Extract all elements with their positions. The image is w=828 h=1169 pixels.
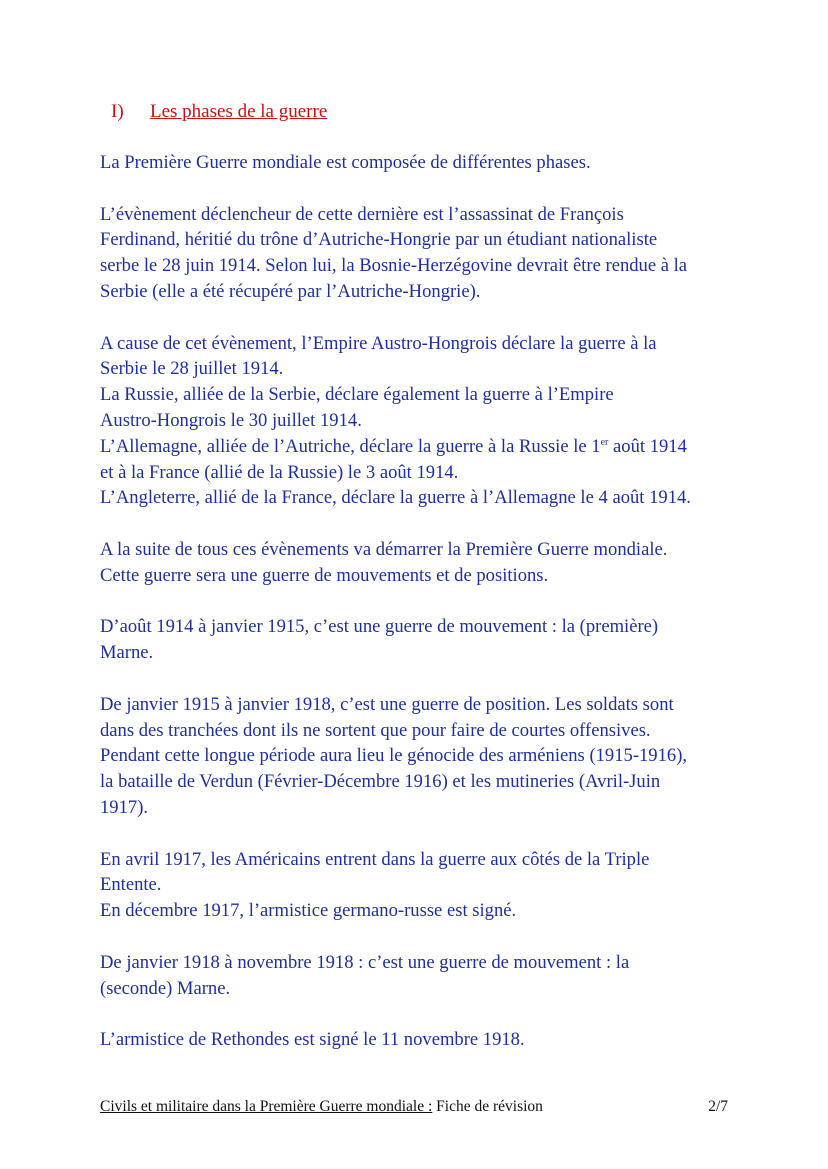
paragraph-1917 (100, 847, 740, 924)
footer-course-title: Civils et militaire dans la Première Guerre mondiale : (100, 1098, 433, 1115)
text-line: Cette guerre sera une guerre de mouvements et de positions. (100, 564, 549, 586)
paragraph-declarations (100, 331, 740, 512)
text-line: serbe le 28 juin 1914. Selon lui, la Bosnie-Herzégovine devrait être rendue à la (100, 255, 688, 277)
text-line: D’août 1914 à janvier 1915, c’est une guerre de mouvement : la (première) (100, 616, 659, 638)
text-line: L’évènement déclencheur de cette dernière est l’assassinat de François (100, 203, 624, 225)
text-line: la bataille de Verdun (Février-Décembre 1916) et les mutineries (Avril-Juin (100, 771, 661, 793)
page-footer (100, 1097, 728, 1117)
text-line: 1917). (100, 796, 149, 818)
text-line: Serbie (elle a été récupéré par l’Autriche-Hongrie). (100, 280, 481, 302)
section-title: Les phases de la guerre (150, 101, 328, 122)
text-line: dans des tranchées dont ils ne sortent que pour faire de courtes offensives. (100, 719, 651, 741)
section-heading (111, 100, 327, 124)
text-line: Ferdinand, héritié du trône d’Autriche-Hongrie par un étudiant nationaliste (100, 229, 658, 251)
footer-label: Fiche de révision (432, 1098, 543, 1115)
text-line: En avril 1917, les Américains entrent dans la guerre aux côtés de la Triple (100, 848, 650, 870)
text-line: Entente. (100, 874, 162, 896)
germany-text-end: août 1914 (608, 435, 687, 457)
text-line: En décembre 1917, l’armistice germano-russe est signé. (100, 900, 517, 922)
section-number: I) (111, 101, 124, 122)
text-line: De janvier 1915 à janvier 1918, c’est une guerre de position. Les soldats sont (100, 693, 674, 715)
paragraph-trigger (100, 202, 740, 305)
text-line: Austro-Hongrois le 30 juillet 1914. (100, 409, 362, 431)
page-number: 2/7 (708, 1098, 728, 1115)
text-line: L’Angleterre, allié de la France, déclare la guerre à l’Allemagne le 4 août 1914. (100, 487, 691, 509)
ordinal-superscript: er (600, 436, 609, 448)
text-line: De janvier 1918 à novembre 1918 : c’est une guerre de mouvement : la (100, 951, 630, 973)
text-line: et à la France (allié de la Russie) le 3 août 1914. (100, 461, 459, 483)
text-line: A la suite de tous ces évènements va démarrer la Première Guerre mondiale. (100, 538, 668, 560)
text-line: La Première Guerre mondiale est composée de différentes phases. (100, 152, 591, 173)
text-line: A cause de cet évènement, l’Empire Austro-Hongrois déclare la guerre à la (100, 332, 657, 354)
paragraph-first-phase (100, 614, 740, 666)
text-line: Marne. (100, 642, 154, 664)
text-line: (seconde) Marne. (100, 977, 231, 999)
document-body (100, 150, 740, 1079)
text-line-germany (100, 434, 740, 460)
text-line: L’armistice de Rethondes est signé le 11 novembre 1918. (100, 1029, 525, 1051)
paragraph-1918 (100, 950, 740, 1002)
paragraph-position-war (100, 692, 740, 821)
text-line: La Russie, alliée de la Serbie, déclare également la guerre à l’Empire (100, 384, 614, 406)
text-line: Serbie le 28 juillet 1914. (100, 358, 284, 380)
text-line: Pendant cette longue période aura lieu le génocide des arméniens (1915-1916), (100, 745, 688, 767)
paragraph-war-start (100, 537, 740, 589)
paragraph-intro (100, 150, 740, 176)
germany-text: L’Allemagne, alliée de l’Autriche, déclare la guerre à la Russie le 1 (100, 435, 601, 457)
paragraph-armistice (100, 1027, 740, 1053)
